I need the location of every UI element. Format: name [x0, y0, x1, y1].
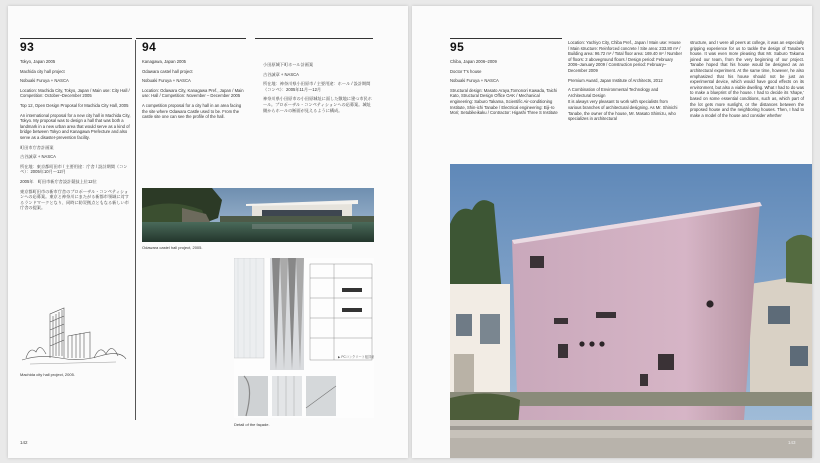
- page-number-left: 142: [20, 440, 28, 445]
- column-95: [450, 40, 562, 120]
- project-number-94: 94: [142, 40, 157, 54]
- description: A competition proposal for a city hall in an area facing the site where Odawara Castle used to be. From the castle site one can see the profile of the hall.: [142, 102, 242, 120]
- jp-title: 町田市庁舎計画案: [20, 144, 54, 150]
- jp-detail: 所在地：東京都町田市 / 主要用途：庁舎 / 設計期間（コンペ）：2005年10月〜12月: [20, 163, 128, 175]
- jp-credit: 古谷誠章 + NASCA: [263, 71, 299, 77]
- column-94: [142, 40, 248, 124]
- jp-description: 神奈川県小田原市の小田原城址に面した敷地に建つ市民ホール。プロポーザル・コンペティションへの応募案。城址側からホールの断面が見えるように構成。: [263, 96, 372, 113]
- page-number-right: 143: [788, 440, 796, 445]
- location-detail: Location: Machida City, Tokyo, Japan / Main use: City Hall / Competition: October–December 2005: [20, 87, 130, 99]
- location-year: Kanagawa, Japan 2005: [142, 59, 187, 64]
- section-rule-94: [136, 38, 246, 39]
- jp-detail: 所在地：神奈川県小田原市 / 主要用途：ホール / 設計期間（コンペ）：2005年11月〜12月: [263, 81, 371, 92]
- detail-caption: Detail of the façade.: [234, 422, 270, 427]
- section-rule-94-jp: [255, 38, 373, 39]
- odawara-photo: [142, 188, 374, 242]
- section-rule-93: [20, 38, 132, 39]
- column-94-jp: [263, 62, 373, 117]
- jp-credit: 古谷誠章 + NASCA: [20, 154, 56, 160]
- credit: Nobuaki Furuya + NASCA: [20, 78, 69, 84]
- award: Top 12, Open Design Proposal for Machida City Hall, 2005: [20, 102, 129, 108]
- essay-text: It is always very pleasant to work with specialists from various branches of architectural designing. As Mr. Shinichi Tanabe, the owner of the house, Mr. Masato Shimizu, who specializes in architectural: [568, 99, 678, 122]
- column-divider-93-94: [135, 40, 136, 420]
- location-year: Chiba, Japan 2006–2009: [450, 59, 497, 64]
- location-year: Tokyo, Japan 2005: [20, 59, 56, 64]
- odawara-caption: Odawara castel hall project, 2005.: [142, 245, 203, 250]
- project-number-95: 95: [450, 40, 465, 54]
- essay-continued: structure, and I were all peers at college, it was an especially gripping experience for us to tackle the design of Tanabe's house. It was even more pleasing that Mr. Saburo Takama joined our team, from the very beginning of our project. Tanabe hoped that his house would be designed as an architectural experiment. At the same time, however, he also emphasized that his house should not be just an experimental device, which would have good effects on its environment, but also a viable dwelling. What I had to do was to make a blueprint of the house. I had to decide its 'shape,' based on some essential conditions, such as, which part of the lot gets more sunlight, or the distances between the proposed house and the neighboring houses. Then, I had to make a model of the house and consider whether: [690, 40, 804, 118]
- column-93: [20, 40, 132, 215]
- award: Premium Award, Japan Institute of Architects, 2012: [568, 77, 663, 83]
- essay-title: A Combination of Environmental Technology and Architectural Design: [568, 87, 659, 98]
- project-title: Doctor T's house: [450, 68, 482, 74]
- left-page: [8, 6, 408, 458]
- project-title: Odawara castel hall project: [142, 68, 193, 74]
- credit: Nobuaki Furuya + NASCA: [142, 78, 191, 84]
- structural-credits: Structural design: Masato Araya,Tomonori Kawada, Taichi Kato, Structural Design Office OAK / Mechanical engineering: Saburo Takama, Scientific Air-conditioning Institute, Shin-ichi Tanabe / Electrical engineering: Eiji-ro Mori; Setubikeikaku / Contractor: Higashi Three S Institute: [450, 87, 558, 116]
- description: An international proposal for a new city hall in Machida City, Tokyo. My proposal was to design a hall that was both a landmark in a new urban area that would serve as a kind of bridge between Tokyo and Kanagawa Prefecture and also serve as a disaster-prevention facility.: [20, 112, 131, 140]
- project-number-93: 93: [20, 40, 35, 54]
- project-title: Machida city hall project: [20, 68, 65, 74]
- location-detail: Location: Yachiyo City, Chiba Pref., Japan / Main use: House / Main structure: Reinforced concrete / Site area: 233.80 m² / Building area: 96.72 m² / Total floor area: 169.40 m² / Number of floors: 2 aboveground floors / Design period: February 2006–January 2009 / Construction period: February–December 2009: [568, 40, 682, 73]
- machida-sketch: [20, 302, 128, 370]
- section-rule-95: [450, 38, 562, 39]
- drawing-label: ▶ PCコンクリート板詳細: [338, 355, 374, 359]
- location-detail: Location: Odawara City, Kanagawa Pref., Japan / Main use: Hall / Competition: November – December 2005: [142, 87, 244, 99]
- jp-description: 東京都町田市の新市庁舎のプロポーザル・コンペティションへの応募案。東京と神奈川にまたがる新都市領域に対するランドマークとなり、同時に防災拠点ともなる新しい市庁舎の提案。: [20, 188, 129, 211]
- jp-title: 小田原城下町ホール計画案: [263, 62, 314, 67]
- doctor-t-house-photo: [450, 164, 812, 458]
- facade-detail-drawing: [234, 258, 374, 418]
- column-95-details: [568, 40, 682, 126]
- column-95-essay: [690, 40, 804, 122]
- credit: Nobuaki Furuya + NASCA: [450, 78, 499, 84]
- right-page: [412, 6, 812, 458]
- jp-award: 2005年 町田市新庁舎設計競技上位12位: [20, 178, 97, 184]
- machida-caption: Machida city hall project, 2005.: [20, 372, 75, 377]
